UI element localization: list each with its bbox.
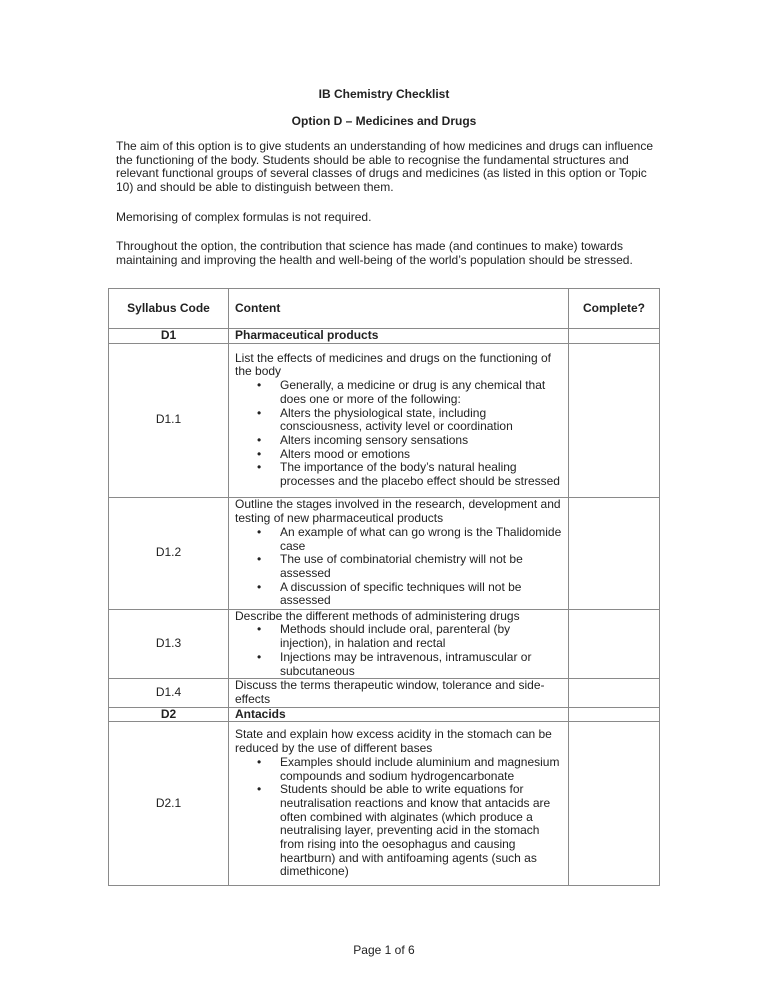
bullet-item: • Injections may be intravenous, intramuscular or subcutaneous: [235, 651, 564, 678]
content-cell: [229, 497, 569, 609]
header-syllabus-code: Syllabus Code: [109, 289, 229, 329]
intro-paragraph-contribution: Throughout the option, the contribution that science has made (and continues to make) towards maintaining and improving the health and well-being of the world’s population should be stressed.: [116, 239, 633, 267]
syllabus-code: D1.2: [109, 497, 229, 609]
syllabus-code: D2.1: [109, 722, 229, 886]
content-intro: List the effects of medicines and drugs on the functioning of the body: [235, 350, 551, 379]
content-intro: Discuss the terms therapeutic window, tolerance and side-effects: [235, 678, 545, 706]
bullet-list: [235, 379, 564, 489]
intro-paragraph-aim: The aim of this option is to give students an understanding of how medicines and drugs can influence the functioning of the body. Students should be able to recognise the fundamental structures and relevant functional groups of several classes of drugs and medicines (as listed in this option or Topic 10) and should be able to distinguish between them.: [116, 139, 653, 195]
table-row: [109, 343, 660, 497]
document-subtitle: Option D – Medicines and Drugs: [291, 114, 477, 128]
table-row: [109, 722, 660, 886]
content-cell: [229, 609, 569, 679]
header-content: Content: [229, 289, 569, 329]
complete-checkbox-cell[interactable]: [569, 343, 660, 497]
bullet-item: • Alters mood or emotions: [235, 448, 564, 462]
bullet-list: [235, 623, 564, 678]
content-cell: [229, 722, 569, 886]
content-cell: [229, 679, 569, 707]
bullet-item: • Generally, a medicine or drug is any chemical that does one or more of the following:: [235, 379, 564, 406]
bullet-item: • An example of what can go wrong is the Thalidomide case: [235, 526, 564, 553]
content-cell: [229, 343, 569, 497]
section-heading: Antacids: [229, 707, 569, 722]
table-row-section: [109, 707, 660, 722]
complete-checkbox-cell[interactable]: [569, 609, 660, 679]
complete-checkbox-cell[interactable]: [569, 679, 660, 707]
bullet-item: • Methods should include oral, parenteral (by injection), in halation and rectal: [235, 623, 564, 650]
bullet-list: [235, 756, 564, 879]
content-intro: Outline the stages involved in the research, development and testing of new pharmaceutical products: [235, 497, 561, 526]
syllabus-code: D1.4: [109, 679, 229, 707]
intro-paragraph-formulas: Memorising of complex formulas is not required.: [116, 210, 372, 224]
table-header-row: [109, 289, 660, 329]
bullet-item: • The use of combinatorial chemistry will not be assessed: [235, 553, 564, 580]
content-intro: State and explain how excess acidity in the stomach can be reduced by the use of different bases: [235, 727, 552, 756]
document-title: IB Chemistry Checklist: [318, 87, 450, 101]
bullet-item: • Alters incoming sensory sensations: [235, 434, 564, 448]
table-row: [109, 609, 660, 679]
table-row: [109, 497, 660, 609]
header-complete: Complete?: [569, 289, 660, 329]
bullet-list: [235, 526, 564, 608]
bullet-item: • Students should be able to write equations for neutralisation reactions and know that antacids are often combined with alginates (which produce a neutralising layer, preventing acid in the stomach from rising into the oesophagus and causing heartburn) and with antifoaming agents (such as dimethicone): [235, 783, 564, 879]
page-number: Page 1 of 6: [353, 943, 415, 957]
bullet-item: • The importance of the body’s natural healing processes and the placebo effect should be stressed: [235, 461, 564, 488]
syllabus-code: D1.3: [109, 609, 229, 679]
syllabus-code: D2: [109, 707, 229, 722]
bullet-item: • A discussion of specific techniques will not be assessed: [235, 581, 564, 608]
complete-checkbox-cell[interactable]: [569, 497, 660, 609]
bullet-item: • Alters the physiological state, including consciousness, activity level or coordination: [235, 407, 564, 434]
complete-checkbox-cell[interactable]: [569, 707, 660, 722]
bullet-item: • Examples should include aluminium and magnesium compounds and sodium hydrogencarbonate: [235, 756, 564, 783]
checklist-table: [108, 288, 660, 886]
complete-checkbox-cell[interactable]: [569, 722, 660, 886]
complete-checkbox-cell[interactable]: [569, 329, 660, 344]
table-row: [109, 679, 660, 707]
syllabus-code: D1.1: [109, 343, 229, 497]
section-heading: Pharmaceutical products: [229, 329, 569, 344]
table-row-section: [109, 329, 660, 344]
content-intro: Describe the different methods of administering drugs: [235, 608, 520, 623]
syllabus-code: D1: [109, 329, 229, 344]
